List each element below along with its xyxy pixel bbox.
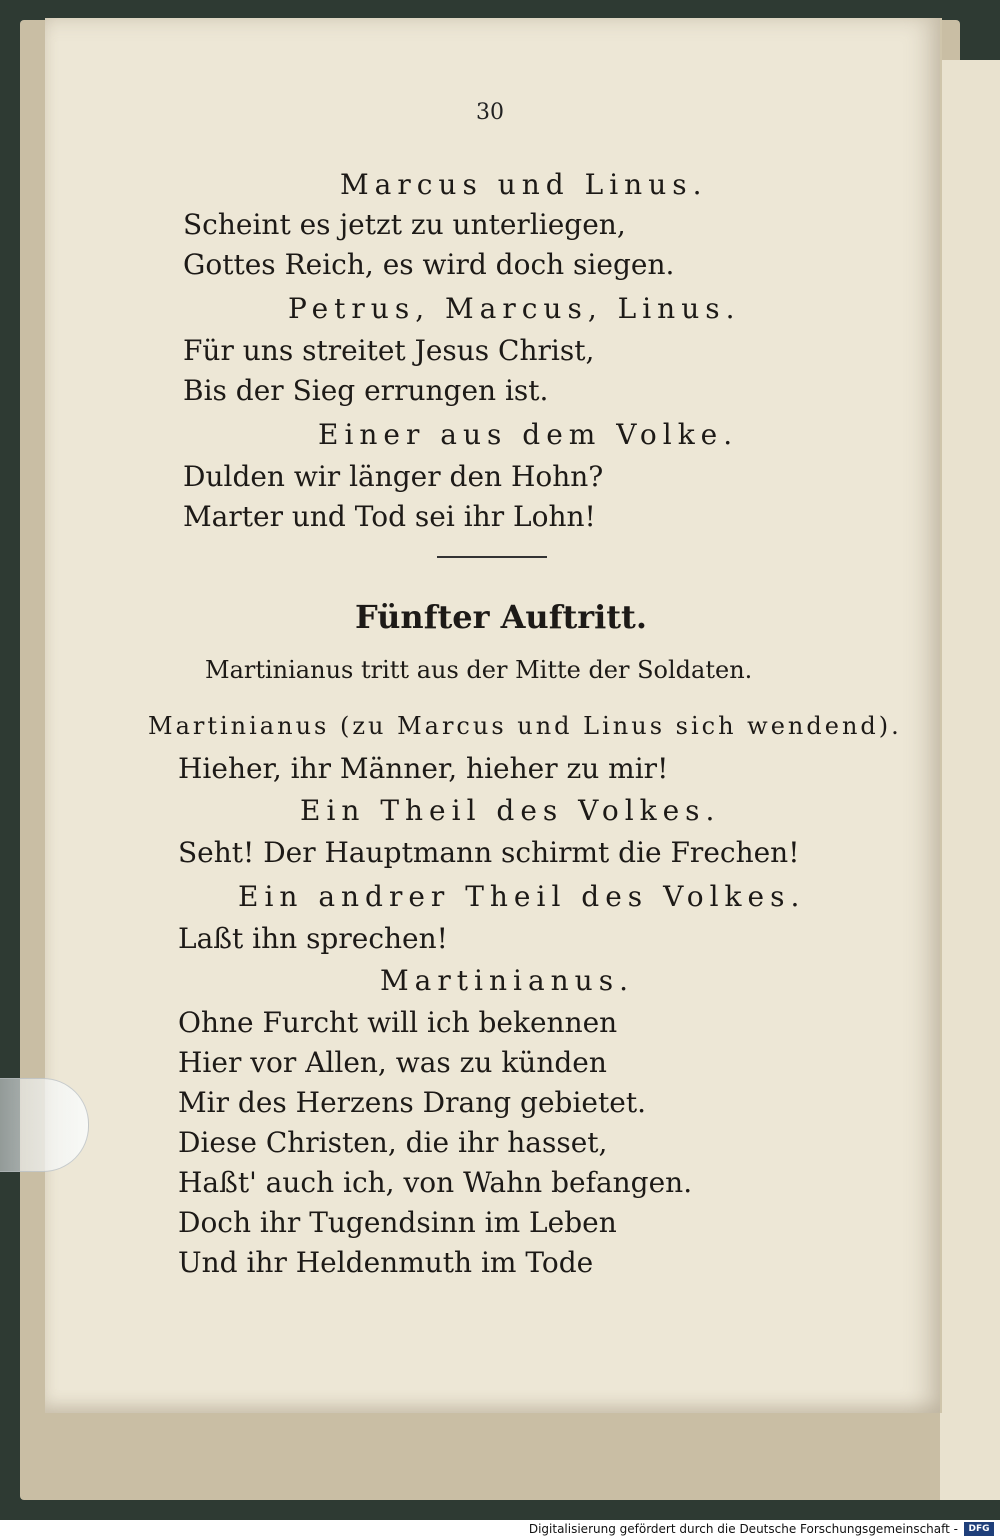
stage-direction: Martinianus tritt aus der Mitte der Soldaten. — [205, 656, 753, 684]
verse-line: Mir des Herzens Drang gebietet. — [178, 1086, 646, 1119]
verse-line: Gottes Reich, es wird doch siegen. — [183, 248, 675, 281]
speaker-line: Ein andrer Theil des Volkes. — [238, 880, 806, 913]
verse-line: Und ihr Heldenmuth im Tode — [178, 1246, 594, 1279]
speaker-line: Einer aus dem Volke. — [318, 418, 739, 451]
verse-line: Hier vor Allen, was zu künden — [178, 1046, 607, 1079]
verse-line: Diese Christen, die ihr hasset, — [178, 1126, 608, 1159]
verse-line: Bis der Sieg errungen ist. — [183, 374, 549, 407]
footer-bar — [0, 1520, 1000, 1539]
footer-credit: Digitalisierung gefördert durch die Deutsche Forschungsgemeinschaft - — [528, 1522, 958, 1536]
verse-line: Laßt ihn sprechen! — [178, 922, 448, 955]
speaker-line: Petrus, Marcus, Linus. — [288, 292, 741, 325]
speaker-line: Martinianus (zu Marcus und Linus sich wendend). — [148, 712, 902, 740]
speaker-line: Marcus und Linus. — [340, 168, 708, 201]
section-divider — [437, 556, 547, 558]
page-clip — [0, 1078, 89, 1172]
speaker-line: Ein Theil des Volkes. — [300, 794, 721, 827]
verse-line: Seht! Der Hauptmann schirmt die Frechen! — [178, 836, 800, 869]
verse-line: Doch ihr Tugendsinn im Leben — [178, 1206, 617, 1239]
verse-line: Ohne Furcht will ich bekennen — [178, 1006, 618, 1039]
page-number: 30 — [476, 100, 504, 125]
facing-page-edge — [940, 60, 1000, 1500]
verse-line: Dulden wir länger den Hohn? — [183, 460, 604, 493]
verse-line: Scheint es jetzt zu unterliegen, — [183, 208, 626, 241]
scene-heading: Fünfter Auftritt. — [355, 598, 647, 636]
speaker-line: Martinianus. — [380, 964, 634, 997]
verse-line: Hieher, ihr Männer, hieher zu mir! — [178, 752, 669, 785]
verse-line: Für uns streitet Jesus Christ, — [183, 334, 595, 367]
verse-line: Marter und Tod sei ihr Lohn! — [183, 500, 596, 533]
verse-line: Haßt' auch ich, von Wahn befangen. — [178, 1166, 693, 1199]
dfg-logo-icon: DFG — [964, 1522, 994, 1536]
